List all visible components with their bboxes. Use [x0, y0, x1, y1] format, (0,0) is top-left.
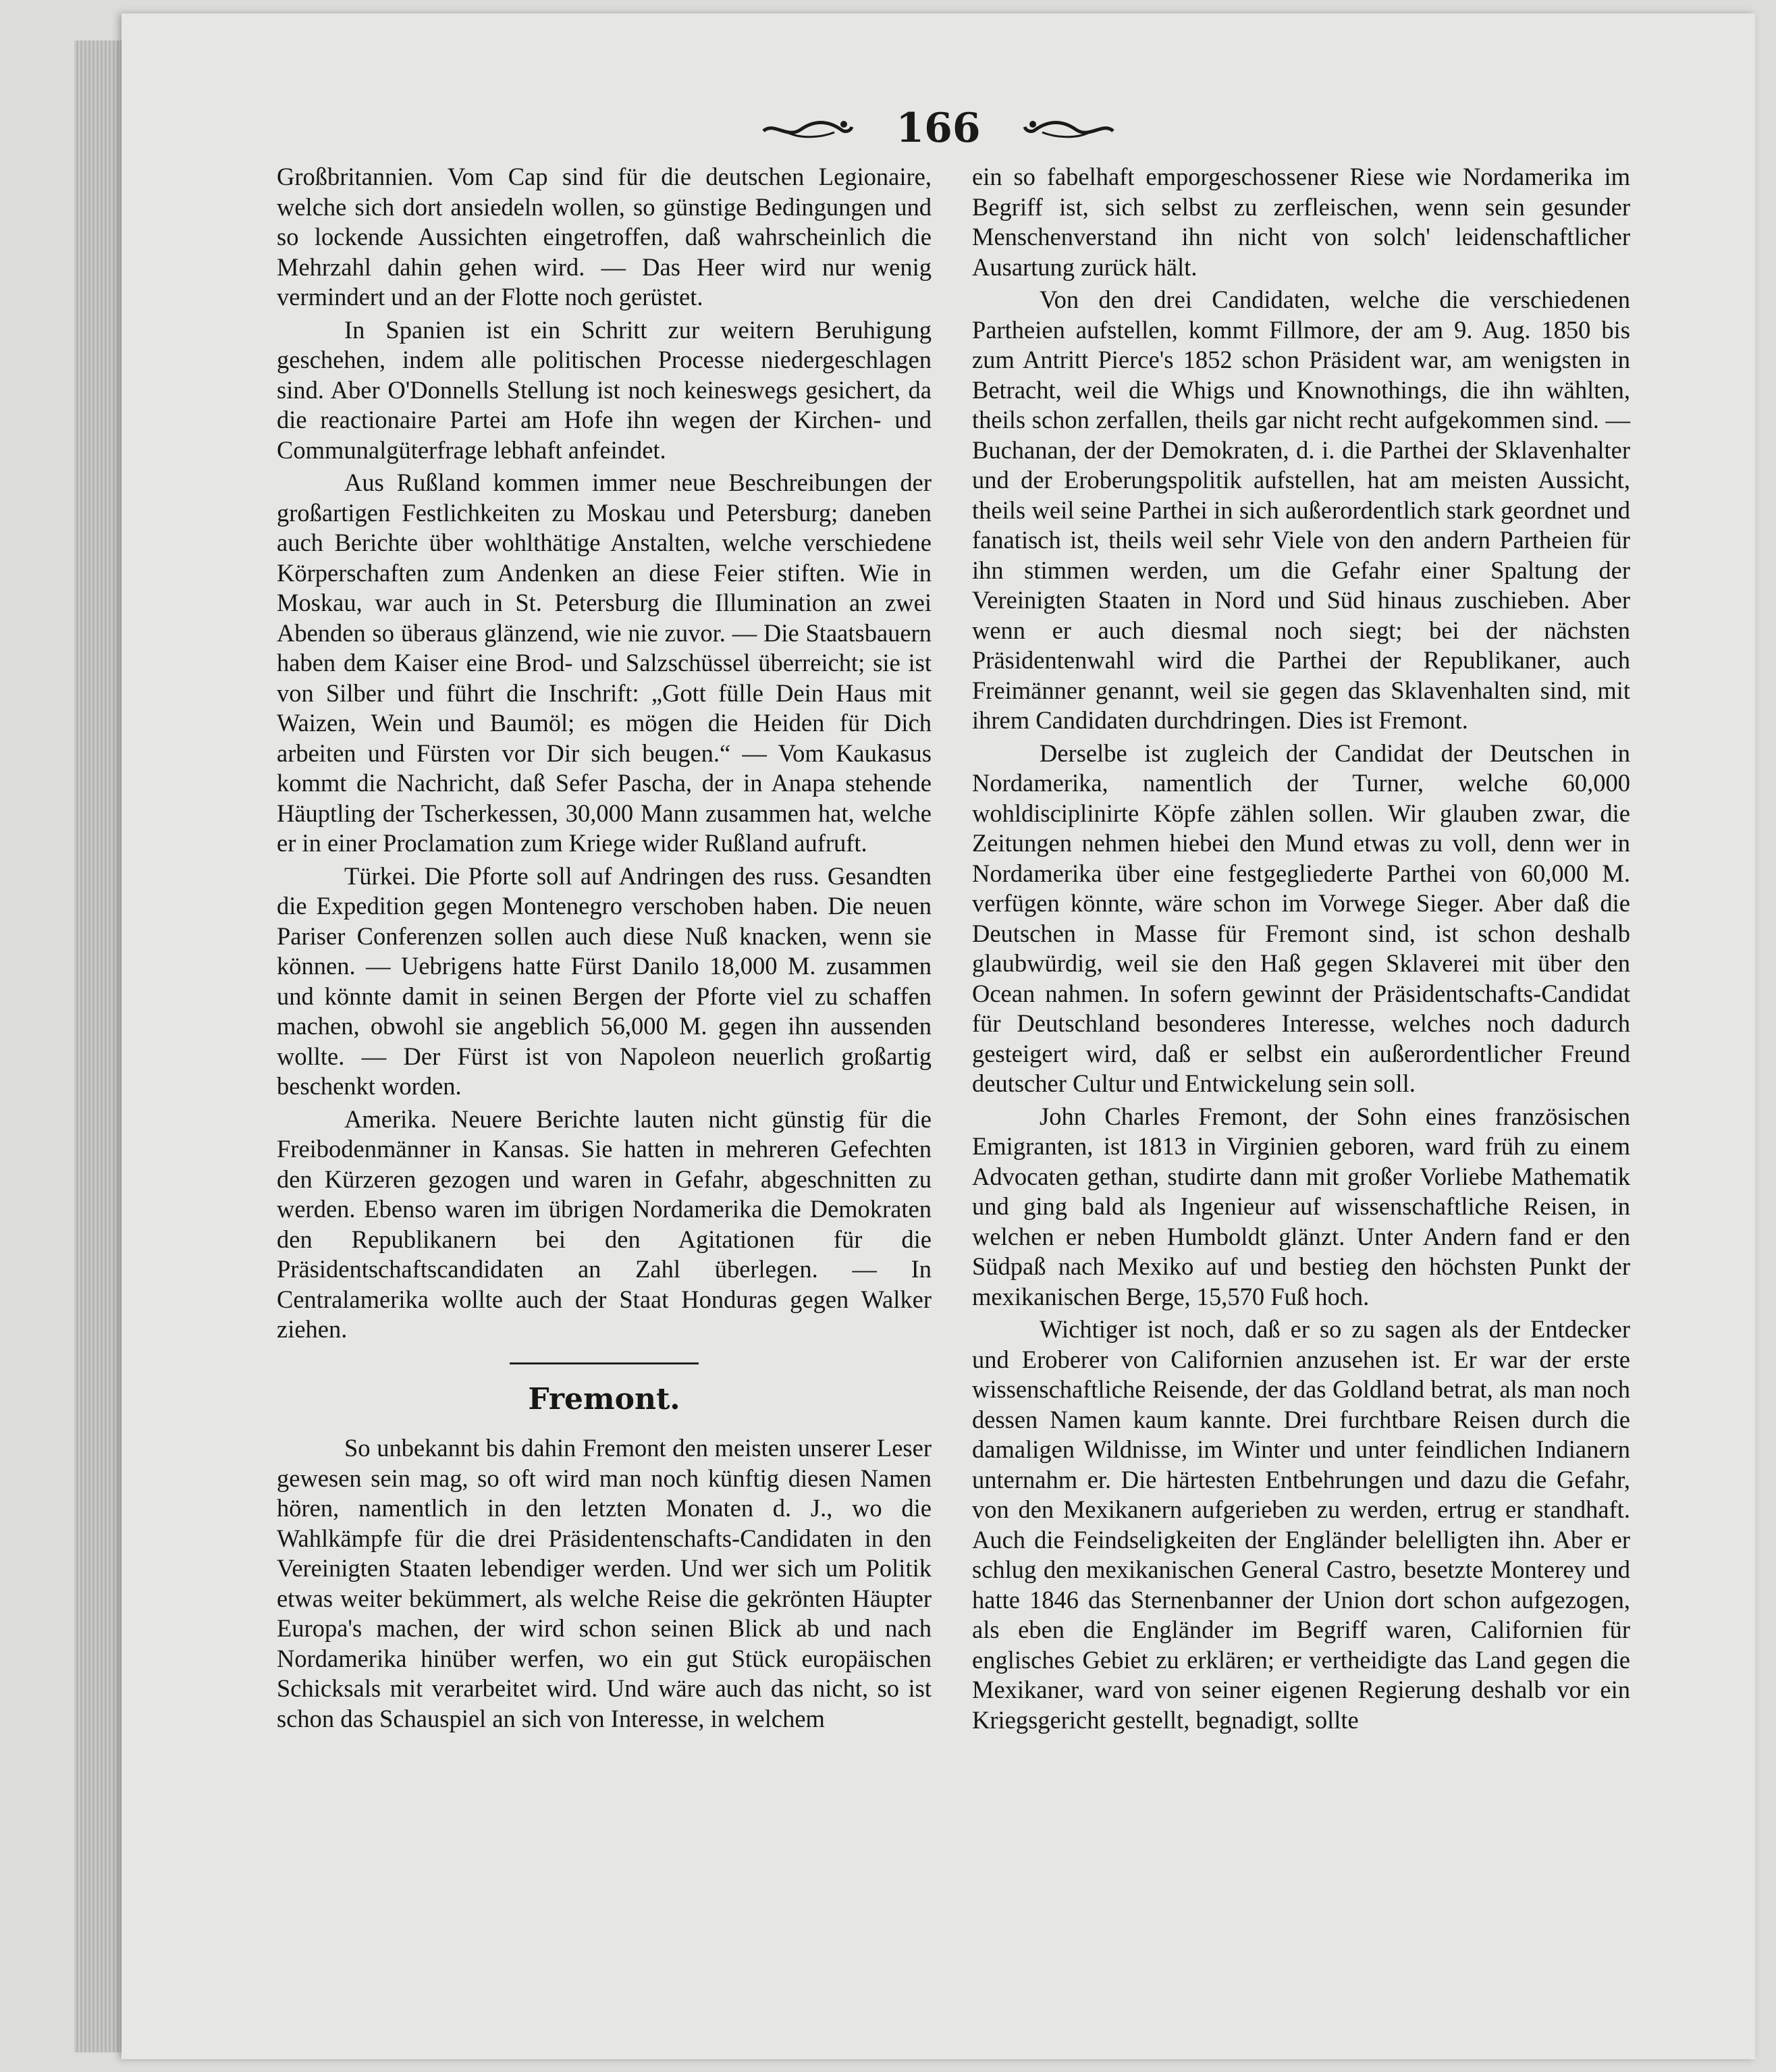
right-ornament-icon: [1022, 115, 1116, 142]
paragraph-fremont-intro: So unbekannt bis dahin Fremont den meisten unserer Leser gewesen sein mag, so oft wird man noch künftig diesen Namen hören, namentlich in den letzten Monaten d. J., wo die Wahlkämpfe für die drei Präsidentenschafts-Candidaten in den Vereinigten Staaten lebendiger werden. Und wer sich um Politik etwas weiter bekümmert, als welche Reise die gekrönten Häupter Europa's machen, der wird schon seinen Blick ab und nach Nordamerika hinüber werfen, wo ein gut Stück europäischen Schicksals mit verarbeitet wird. Und wäre auch das nicht, so ist schon das Schauspiel an sich von Interesse, in welchem: [277, 1434, 932, 1732]
right-column: [972, 162, 1630, 1735]
paragraph-candidates: Von den drei Candidaten, welche die verschiedenen Partheien aufstellen, kommt Fillmore, der am 9. Aug. 1850 bis zum Antritt Pierce's 1852 schon Präsident war, am wenigsten in Betracht, weil die Whigs und Knownothings, die ihn wählten, theils schon zerfallen, theils gar nicht recht aufgekommen sind. — Buchanan, der der Demokraten, d. i. die Parthei der Sklavenhalter und der Eroberungspolitik aufstellen, hat am meisten Aussicht, theils weil seine Parthei in sich außerordentlich stark geordnet und fanatisch ist, theils weil sehr Viele von den andern Partheien für ihn stimmen werden, um die Gefahr einer Spaltung der Vereinigten Staaten in Nord und Süd hinaus zuschieben. Aber wenn er auch diesmal noch siegt; bei der nächsten Präsidentenwahl wird die Parthei der Republikaner, auch Freimänner genannt, weil sie gegen das Sklavenhalten sind, mit ihrem Candidaten durchdringen. Dies ist Fremont.: [972, 286, 1630, 734]
section-title: Fremont.: [528, 1381, 680, 1416]
paragraph-russland: Aus Rußland kommen immer neue Beschreibungen der großartigen Festlichkeiten zu Moskau und Petersburg; daneben auch Berichte über wohlthätige Anstalten, welche verschiedene Körperschaften zum Andenken an diese Feier stiften. Wie in Moskau, war auch in St. Petersburg die Illumination an zwei Abenden so überaus glänzend, wie nie zuvor. — Die Staatsbauern haben dem Kaiser eine Brod- und Salzschüssel überreicht; sie ist von Silber und führt die Inschrift: „Gott fülle Dein Haus mit Waizen, Wein und Baumöl; es mögen die Heiden für Dich arbeiten und Fürsten vor Dir sich beugen.“ — Vom Kaukasus kommt die Nachricht, daß Sefer Pascha, der in Anapa stehende Häuptling der Tscherkessen, 30,000 Mann zusammen hat, welche er in einer Proclamation zum Kriege wider Rußland aufruft.: [277, 469, 932, 857]
paragraph-california: Wichtiger ist noch, daß er so zu sagen als der Entdecker und Eroberer von Californien anzusehen ist. Er war der erste wissenschaftliche Reisende, der das Goldland betrat, als man noch dessen Namen kaum kannte. Drei furchtbare Reisen durch die damaligen Wildnisse, im Winter und unter feindlichen Indianern unternahm er. Die härtesten Entbehrungen und dazu die Gefahr, von den Mexikanern aufgerieben zu werden, ertrug er standhaft. Auch die Feindseligkeiten der Engländer belelligten ihn. Aber er schlug den mexikanischen General Castro, besetzte Monterey und hatte 1846 das Sternenbanner der Union dort schon aufgezogen, als eben die Engländer im Begriff waren, Californien für englisches Gebiet zu erklären; er vertheidigte das Land gegen die Mexikaner, ward von seiner eigenen Regierung deshalb vor ein Kriegsgericht gestellt, begnadigt, sollte: [972, 1315, 1630, 1734]
paragraph-amerika: Amerika. Neuere Berichte lauten nicht günstig für die Freibodenmänner in Kansas. Sie hatten in mehreren Gefechten den Kürzeren gezogen und waren in Gefahr, abgeschnitten zu werden. Ebenso waren im übrigen Nordamerika die Demokraten den Republikanern bei den Agitationen für die Präsidentschaftscandidaten an Zahl überlegen. — In Centralamerika wollte auch der Staat Honduras gegen Walker ziehen.: [277, 1105, 932, 1343]
left-column: [277, 162, 932, 1734]
paragraph-grossbritannien: Großbritannien. Vom Cap sind für die deutschen Legionaire, welche sich dort ansiedeln wollen, so günstige Bedingungen und so lockende Aussichten eingetroffen, daß wahrscheinlich die Mehrzahl dahin gehen wird. — Das Heer wird nur wenig vermindert und an der Flotte noch gerüstet.: [277, 163, 932, 311]
section-divider: [510, 1362, 699, 1364]
paragraph-spanien: In Spanien ist ein Schritt zur weitern Beruhigung geschehen, indem alle politischen Processe niedergeschlagen sind. Aber O'Donnells Stellung ist noch keineswegs gesichert, da die reactionaire Partei am Hofe ihn wegen der Kirchen- und Communalgüterfrage lebhaft anfeindet.: [277, 315, 932, 464]
page-header: [122, 101, 1755, 152]
paragraph-tuerkei: Türkei. Die Pforte soll auf Andringen des russ. Gesandten die Expedition gegen Montenegro verschoben haben. Die neuen Pariser Conferenzen sollen auch diese Nuß knacken, wenn sie können. — Uebrigens hatte Fürst Danilo 18,000 M. zusammen und könnte damit in seinen Bergen der Pforte viel zu schaffen machen, obwohl sie angeblich 56,000 M. gegen ihn aussenden wollte. — Der Fürst ist von Napoleon neuerlich großartig beschenkt worden.: [277, 861, 932, 1100]
page-number: 166: [896, 104, 981, 152]
left-ornament-icon: [760, 115, 855, 142]
paragraph-continuation: ein so fabelhaft emporgeschossener Riese wie Nordamerika im Begriff ist, sich selbst zu zerfleischen, wenn sein gesunder Menschenverstand ihn nicht von solch' leidenschaftlicher Ausartung zurück hält.: [972, 163, 1630, 281]
paragraph-biography: John Charles Fremont, der Sohn eines französischen Emigranten, ist 1813 in Virginien geboren, ward früh zu einem Advocaten gethan, studirte dann mit großer Vorliebe Mathematik und ging bald als Ingenieur auf wissenschaftliche Reisen, in welchen er neben Humboldt glänzt. Unter Andern fand er den Südpaß nach Mexiko auf und bestieg den höchsten Punkt der mexikanischen Berge, 15,570 Fuß hoch.: [972, 1102, 1630, 1310]
paragraph-german-candidate: Derselbe ist zugleich der Candidat der Deutschen in Nordamerika, namentlich der Turner, welche 60,000 wohldisciplinirte Köpfe zählen sollen. Wir glauben zwar, die Zeitungen nehmen hiebei den Mund etwas zu voll, denn wer in Nordamerika über eine festgegliederte Parthei von 60,000 M. verfügen könnte, wäre schon im Vorwege Sieger. Aber daß die Deutschen in Masse für Fremont sind, ist schon deshalb glaubwürdig, weil sie den Haß gegen Sklaverei mit über den Ocean nahmen. In sofern gewinnt der Präsidentschafts-Candidat für Deutschland besonderes Interesse, welches noch dadurch gesteigert wird, daß er selbst ein außerordentlicher Freund deutscher Cultur und Entwickelung sein soll.: [972, 739, 1630, 1097]
book-page-edges: [74, 41, 128, 2052]
